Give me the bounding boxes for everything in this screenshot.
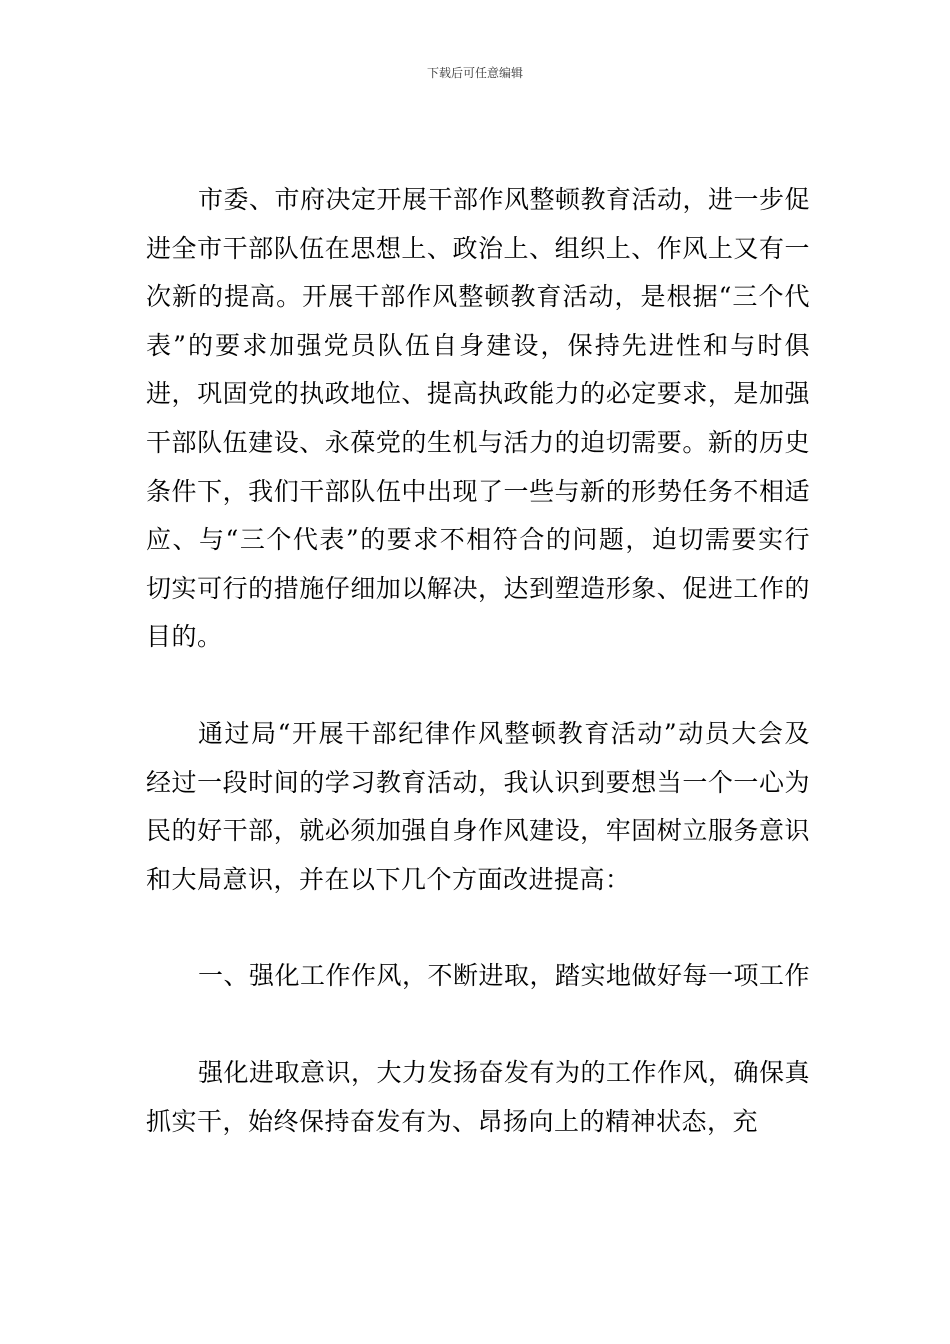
section-heading-one: 一、强化工作作风，不断进取，踏实地做好每一项工作: [198, 961, 811, 991]
paragraph-section-one-body: 强化进取意识，大力发扬奋发有为的工作作风，确保真抓实干，始终保持奋发有为、昂扬向上的精神状态，充: [146, 1057, 811, 1136]
paragraph-intro: 市委、市府决定开展干部作风整顿教育活动，进一步促进全市干部队伍在思想上、政治上、组织上、作风上又有一次新的提高。开展干部作风整顿教育活动，是根据“三个代表”的要求加强党员队伍自身建设，保持先进性和与时俱进，巩固党的执政地位、提高执政能力的必定要求，是加强干部队伍建设、永葆党的生机与活力的迫切需要。新的历史条件下，我们干部队伍中出现了一些与新的形势任务不相适应、与“三个代表”的要求不相符合的问题，迫切需要实行切实可行的措施仔细加以解决，达到塑造形象、促进工作的目的。: [146, 185, 811, 652]
document-body: [146, 176, 810, 1146]
paragraph-mobilization: 通过局“开展干部纪律作风整顿教育活动”动员大会及经过一段时间的学习教育活动，我认识到要想当一个一心为民的好干部，就必须加强自身作风建设，牢固树立服务意识和大局意识，并在以下几个方面改进提高：: [146, 718, 810, 894]
page-header-note: 下载后可任意编辑: [426, 66, 523, 80]
